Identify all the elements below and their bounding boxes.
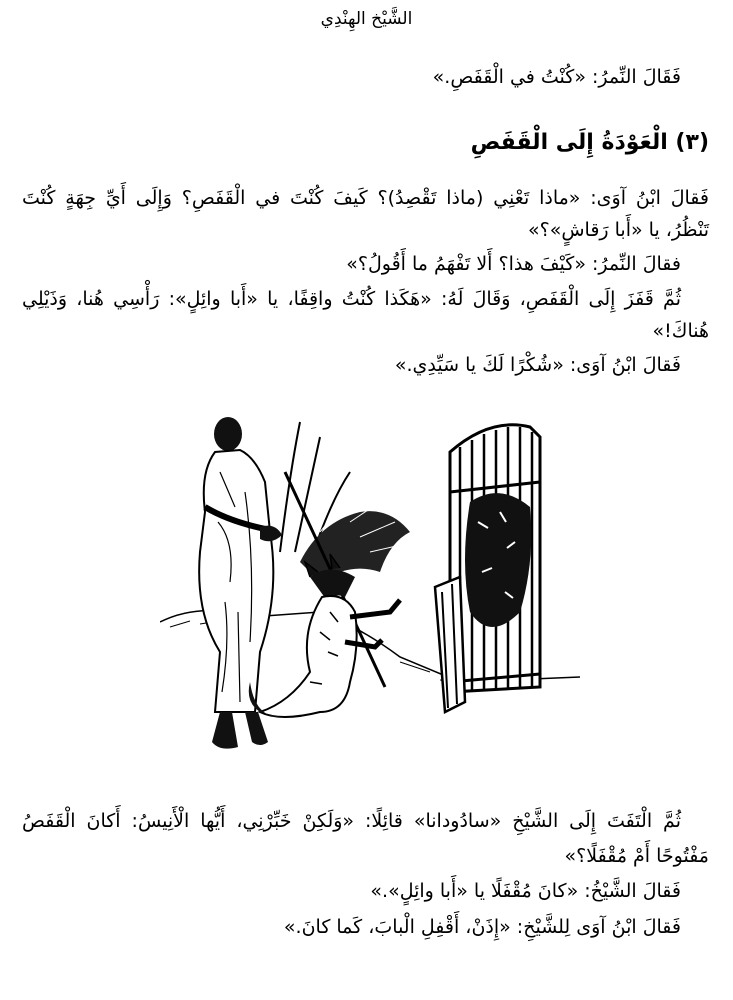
- text-line: فقالَ النِّمرُ: «كَيْفَ هذا؟ أَلا تَفْهَمُ ما أَقُولُ؟»: [346, 253, 681, 275]
- paragraph-line: هُناكَ!»: [652, 320, 709, 342]
- paragraph-line: ثُمَّ قَفَزَ إِلَى الْقَفَصِ، وَقَالَ لَهُ: «هَكَذا كُنْتُ واقِفًا، يا «أَبا وائِلٍ»: رَأْسِي هُنا، وَذَيْلِي: [22, 288, 681, 310]
- paragraph-line: تَنْظُرُ، يا «أَبا رَقاشٍ»؟»: [528, 219, 709, 241]
- paragraph-line: ثُمَّ الْتَفَتَ إِلَى الشَّيْخِ «سادُودانا» قائِلًا: «وَلَكِنْ خَبِّرْنِي، أَيُّها الْأَنِيسُ: أَكانَ الْقَفَصُ: [22, 810, 681, 832]
- section-heading: (٣) الْعَوْدَةُ إِلَى الْقَفَصِ: [470, 130, 709, 155]
- text-line: فَقالَ ابْنُ آوَى لِلشَّيْخِ: «إِذَنْ، أَقْفِلِ الْبابَ، كَما كانَ.»: [283, 916, 681, 938]
- feet: [212, 712, 268, 749]
- running-head: الشَّيْخ الهِنْدِي: [320, 9, 413, 29]
- illustration-drawing: [160, 412, 580, 762]
- cage-door: [435, 577, 465, 712]
- paragraph-line: مَفْتُوحًا أَمْ مُقْفَلًا؟»: [564, 845, 709, 867]
- old-man-figure: [199, 417, 282, 749]
- tiger-in-cage: [465, 493, 531, 627]
- text-line: فَقالَ ابْنُ آوَى: «شُكْرًا لَكَ يا سَيِّدِي.»: [394, 354, 681, 376]
- text-line-tiger-reply: فَقَالَ النِّمرُ: «كُنْتُ في الْقَفَصِ.»: [432, 66, 681, 88]
- text-line: فَقالَ الشَّيْخُ: «كانَ مُقْفَلًا يا «أَبا وائِلٍ».»: [370, 880, 681, 902]
- paragraph-line: فَقالَ ابْنُ آوَى: «ماذا تَعْنِي (ماذا تَقْصِدُ)؟ كَيفَ كُنْتَ في الْقَفَصِ؟ وَإِلَى أَيِّ جِهَةٍ كُنْتَ: [22, 187, 709, 209]
- story-illustration: [160, 412, 580, 762]
- hands: [260, 526, 282, 542]
